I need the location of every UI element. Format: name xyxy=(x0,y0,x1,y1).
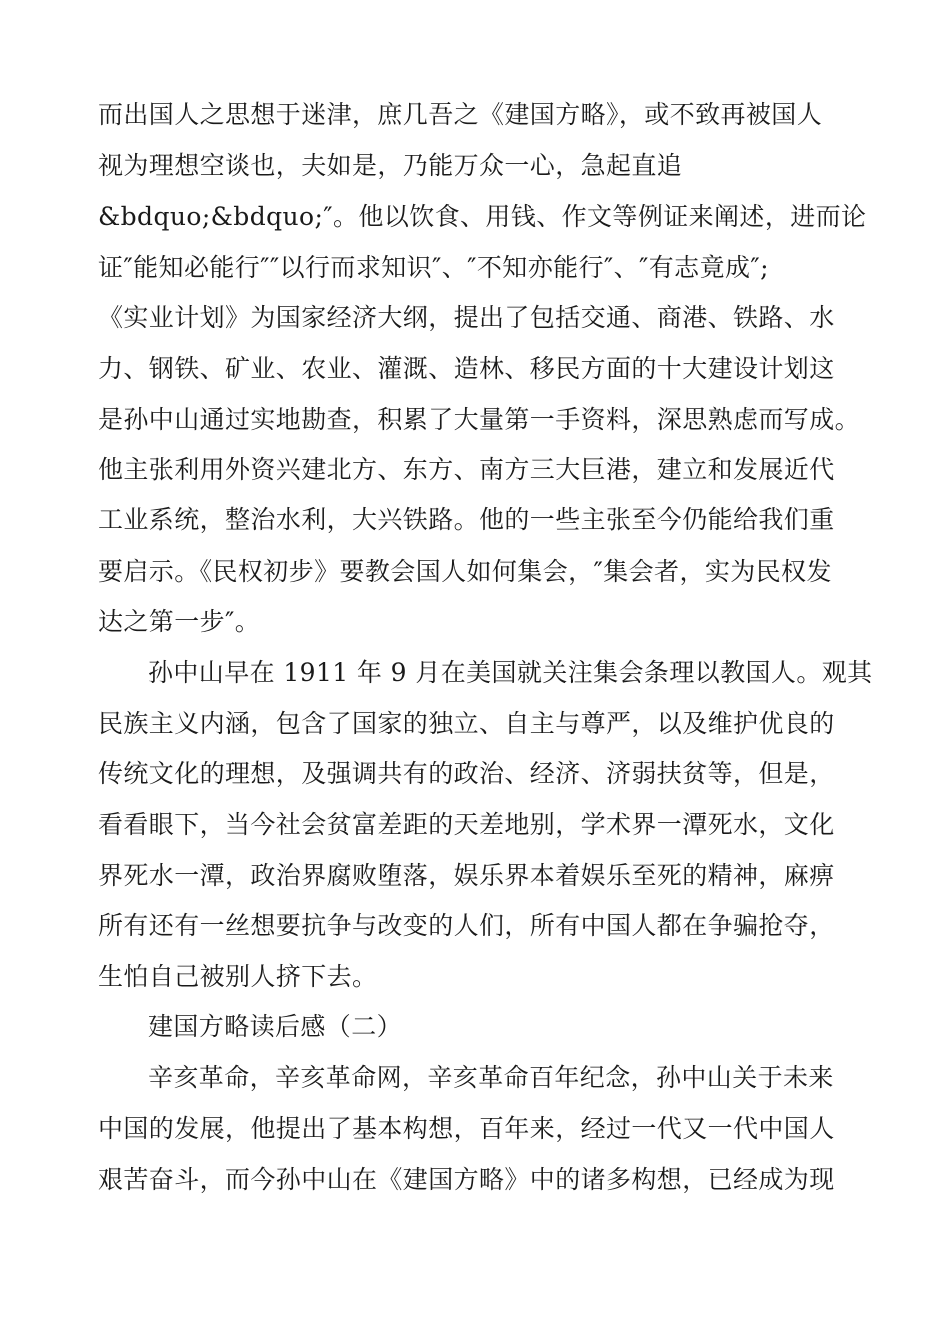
text-line: 工业系统，整治水利，大兴铁路。他的一些主张至今仍能给我们重 xyxy=(98,505,835,534)
text-line: 要启示。《民权初步》要教会国人如何集会，″集会者，实为民权发 xyxy=(98,557,832,586)
text-line: 而出国人之思想于迷津，庶几吾之《建国方略》，或不致再被国人 xyxy=(98,100,823,129)
text-line: 传统文化的理想，及强调共有的政治、经济、济弱扶贫等，但是， xyxy=(98,759,835,788)
text-line: 孙中山早在 1911 年 9 月在美国就关注集会条理以教国人。观其 xyxy=(148,658,873,687)
text-line: 《实业计划》为国家经济大纲，提出了包括交通、商港、铁路、水 xyxy=(98,303,835,332)
text-line: 中国的发展，他提出了基本构想，百年来，经过一代又一代中国人 xyxy=(98,1114,835,1143)
text-line: 视为理想空谈也，夫如是，乃能万众一心，急起直追 xyxy=(98,151,683,180)
text-line: 他主张利用外资兴建北方、东方、南方三大巨港，建立和发展近代 xyxy=(98,455,835,484)
text-line: &bdquo;&bdquo;″。他以饮食、用钱、作文等例证来阐述，进而论 xyxy=(98,202,867,231)
text-line: 生怕自己被别人挤下去。 xyxy=(98,962,378,991)
section-heading: 建国方略读后感（二） xyxy=(148,1012,403,1041)
text-line: 界死水一潭，政治界腐败堕落，娱乐界本着娱乐至死的精神，麻痹 xyxy=(98,861,835,890)
text-line: 是孙中山通过实地勘查，积累了大量第一手资料，深思熟虑而写成。 xyxy=(98,405,861,434)
text-line: 证″能知必能行″″以行而求知识″、″不知亦能行″、″有志竟成″; xyxy=(98,253,769,282)
text-line: 辛亥革命，辛亥革命网，辛亥革命百年纪念，孙中山关于未来 xyxy=(148,1063,834,1092)
text-line: 力、钢铁、矿业、农业、灌溉、造林、移民方面的十大建设计划这 xyxy=(98,354,835,383)
text-line: 达之第一步″。 xyxy=(98,607,261,636)
text-line: 民族主义内涵，包含了国家的独立、自主与尊严，以及维护优良的 xyxy=(98,709,835,738)
text-line: 艰苦奋斗，而今孙中山在《建国方略》中的诸多构想，已经成为现 xyxy=(98,1165,835,1194)
text-line: 看看眼下，当今社会贫富差距的天差地别，学术界一潭死水，文化 xyxy=(98,810,835,839)
text-line: 所有还有一丝想要抗争与改变的人们，所有中国人都在争骗抢夺， xyxy=(98,911,835,940)
